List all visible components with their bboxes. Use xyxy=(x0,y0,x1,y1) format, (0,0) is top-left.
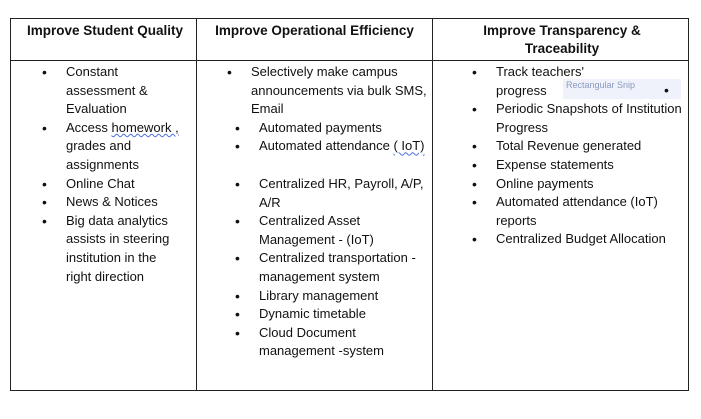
header-transparency-traceability: Improve Transparency & Traceability xyxy=(483,23,641,56)
list-item: • Automated attendance (IoT) reports xyxy=(496,193,681,230)
list-item: • Constant assessment & Evaluation xyxy=(66,63,184,119)
list-item: • Automated payments xyxy=(259,119,429,138)
header-student-quality: Improve Student Quality xyxy=(26,23,184,38)
operational-efficiency-sublist xyxy=(259,119,429,361)
list-item: • Automated attendance ( IoT) xyxy=(259,137,429,156)
list-item: • Dynamic timetable xyxy=(259,305,429,324)
header-operational-efficiency: Improve Operational Efficiency xyxy=(215,23,414,38)
list-item: • Library management xyxy=(259,287,429,306)
list-item: • Centralized Asset Management - (IoT) xyxy=(259,212,429,249)
list-item: • Track teachers' progress xyxy=(496,63,616,100)
list-item: • Total Revenue generated xyxy=(496,137,688,156)
column-divider-1 xyxy=(196,19,197,390)
list-item: • Centralized Budget Allocation xyxy=(496,230,688,249)
spellcheck-word: homework , xyxy=(111,119,179,135)
list-item: • Big data analytics assists in steering institution in the right direction xyxy=(66,212,184,286)
student-quality-list xyxy=(66,63,184,286)
operational-efficiency-list xyxy=(251,63,429,119)
list-item: • Centralized transportation -management system xyxy=(259,249,429,286)
strategy-table xyxy=(10,18,689,391)
list-item: • Periodic Snapshots of Institution Progress xyxy=(496,100,688,137)
student-quality-column xyxy=(66,63,184,286)
list-item: • Cloud Document management -system xyxy=(259,324,429,361)
list-item: • Online Chat xyxy=(66,175,184,194)
column-divider-2 xyxy=(432,19,433,390)
list-item: • Online payments xyxy=(496,175,688,194)
snip-overlay-label: Rectangular Snip xyxy=(566,80,636,90)
list-item: • News & Notices xyxy=(66,193,184,212)
header-divider xyxy=(11,60,688,61)
list-item: • Centralized HR, Payroll, A/P, A/R xyxy=(259,175,429,212)
spellcheck-word: ( IoT) xyxy=(393,138,425,154)
list-item: • Access homework , grades and assignments xyxy=(66,119,184,175)
operational-efficiency-column xyxy=(251,63,429,361)
stray-bullet-icon: • xyxy=(664,82,669,98)
list-item: • Selectively make campus announcements via bulk SMS, Email xyxy=(251,63,429,119)
list-item: • Expense statements xyxy=(496,156,688,175)
